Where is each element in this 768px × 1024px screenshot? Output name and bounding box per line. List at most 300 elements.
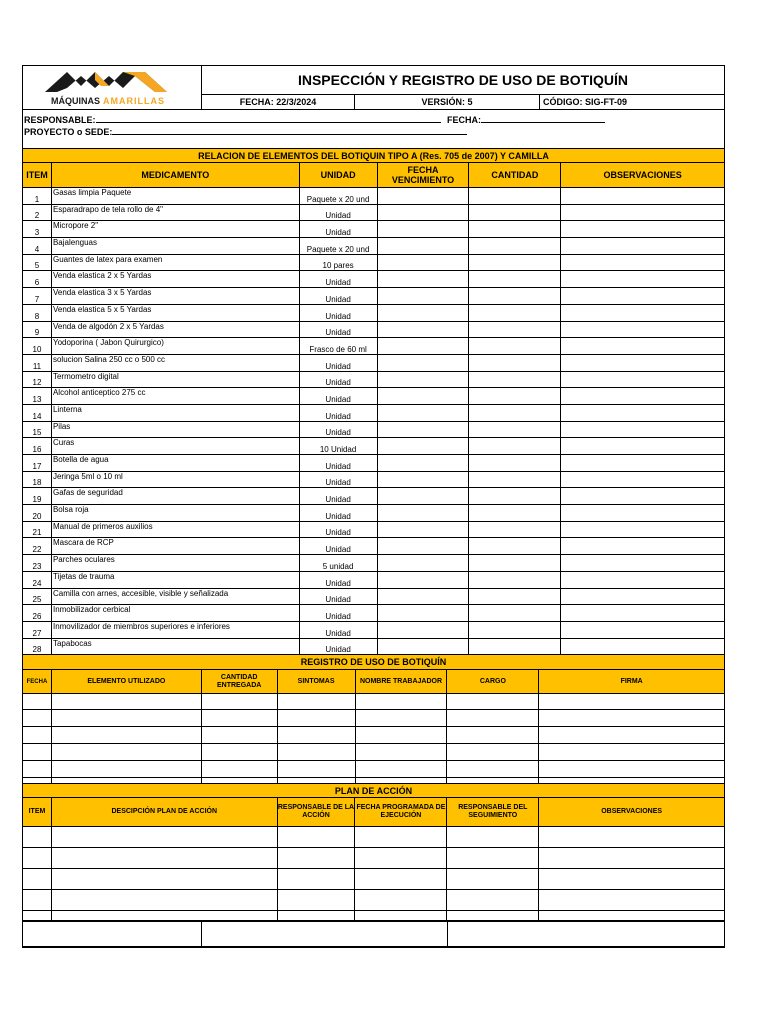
table-row bbox=[23, 538, 725, 555]
usage-header-row bbox=[23, 670, 725, 694]
cantidad-cell[interactable] bbox=[469, 638, 561, 655]
table-row bbox=[23, 505, 725, 522]
usage-cell[interactable] bbox=[447, 761, 539, 778]
table-row bbox=[23, 204, 725, 221]
medicamento-name: Inmovilizador de miembros superiores e inferiores bbox=[51, 621, 299, 638]
unidad-value: Paquete x 20 und bbox=[299, 238, 377, 255]
fecha-vencimiento-cell[interactable] bbox=[377, 221, 469, 238]
table-row bbox=[23, 404, 725, 421]
table-row bbox=[23, 521, 725, 538]
unidad-value: Unidad bbox=[299, 371, 377, 388]
action-row bbox=[23, 869, 725, 890]
medicamento-name: Mascara de RCP bbox=[51, 538, 299, 555]
cantidad-cell[interactable] bbox=[469, 488, 561, 505]
medicamento-name: Guantes de latex para examen bbox=[51, 254, 299, 271]
fecha-vencimiento-cell[interactable] bbox=[377, 488, 469, 505]
fecha-vencimiento-cell[interactable] bbox=[377, 605, 469, 622]
elements-table bbox=[22, 162, 725, 655]
observaciones-cell[interactable] bbox=[561, 321, 725, 338]
cantidad-cell[interactable] bbox=[469, 571, 561, 588]
action-cell[interactable] bbox=[447, 869, 539, 890]
usage-col-elemento: ELEMENTO UTILIZADO bbox=[51, 670, 201, 694]
medicamento-name: Pilas bbox=[51, 421, 299, 438]
observaciones-cell[interactable] bbox=[561, 505, 725, 522]
header-codigo: CÓDIGO: SIG-FT-09 bbox=[539, 94, 725, 110]
medicamento-name: Bolsa roja bbox=[51, 505, 299, 522]
usage-row bbox=[23, 710, 725, 727]
medicamento-name: Venda de algodón 2 x 5 Yardas bbox=[51, 321, 299, 338]
medicamento-name: Parches oculares bbox=[51, 555, 299, 572]
usage-cell[interactable] bbox=[539, 694, 725, 710]
action-cell[interactable] bbox=[355, 890, 447, 911]
unidad-value: Unidad bbox=[299, 455, 377, 472]
unidad-value: Unidad bbox=[299, 221, 377, 238]
medicamento-name: Gafas de seguridad bbox=[51, 488, 299, 505]
item-number: 2 bbox=[23, 204, 52, 221]
table-row bbox=[23, 471, 725, 488]
table-row bbox=[23, 488, 725, 505]
cantidad-cell[interactable] bbox=[469, 588, 561, 605]
form-title: INSPECCIÓN Y REGISTRO DE USO DE BOTIQUÍN bbox=[201, 65, 725, 95]
unidad-value: Unidad bbox=[299, 588, 377, 605]
unidad-value: Unidad bbox=[299, 571, 377, 588]
usage-col-trabajador: NOMBRE TRABAJADOR bbox=[355, 670, 447, 694]
usage-cell[interactable] bbox=[51, 761, 201, 778]
usage-cell[interactable] bbox=[447, 694, 539, 710]
item-number: 21 bbox=[23, 521, 52, 538]
medicamento-name: Inmobilizador cerbical bbox=[51, 605, 299, 622]
fecha-vencimiento-cell[interactable] bbox=[377, 321, 469, 338]
action-row bbox=[23, 848, 725, 869]
action-row bbox=[23, 890, 725, 911]
col-unidad: UNIDAD bbox=[299, 163, 377, 188]
usage-row bbox=[23, 694, 725, 710]
cantidad-cell[interactable] bbox=[469, 271, 561, 288]
signature-box-3[interactable] bbox=[447, 920, 725, 948]
action-col-observaciones: OBSERVACIONES bbox=[539, 798, 725, 827]
unidad-value: Unidad bbox=[299, 605, 377, 622]
usage-col-fecha: FECHA bbox=[23, 670, 52, 694]
item-number: 22 bbox=[23, 538, 52, 555]
action-cell[interactable] bbox=[539, 869, 725, 890]
table-row bbox=[23, 238, 725, 255]
action-cell[interactable] bbox=[447, 890, 539, 911]
observaciones-cell[interactable] bbox=[561, 271, 725, 288]
action-cell[interactable] bbox=[51, 827, 277, 848]
table-row bbox=[23, 571, 725, 588]
usage-col-cantidad: CANTIDAD ENTREGADA bbox=[201, 670, 277, 694]
fecha-vencimiento-cell[interactable] bbox=[377, 271, 469, 288]
cantidad-cell[interactable] bbox=[469, 304, 561, 321]
item-number: 25 bbox=[23, 588, 52, 605]
table-row bbox=[23, 421, 725, 438]
item-number: 13 bbox=[23, 388, 52, 405]
cantidad-cell[interactable] bbox=[469, 221, 561, 238]
usage-cell[interactable] bbox=[201, 744, 277, 761]
usage-cell[interactable] bbox=[355, 744, 447, 761]
usage-cell[interactable] bbox=[277, 694, 355, 710]
observaciones-cell[interactable] bbox=[561, 304, 725, 321]
cantidad-cell[interactable] bbox=[469, 438, 561, 455]
unidad-value: Unidad bbox=[299, 354, 377, 371]
fecha-vencimiento-cell[interactable] bbox=[377, 188, 469, 205]
action-cell[interactable] bbox=[23, 827, 52, 848]
table-row bbox=[23, 288, 725, 305]
usage-table bbox=[22, 669, 725, 784]
usage-cell[interactable] bbox=[447, 710, 539, 727]
action-cell[interactable] bbox=[539, 848, 725, 869]
usage-cell[interactable] bbox=[51, 694, 201, 710]
unidad-value: Paquete x 20 und bbox=[299, 188, 377, 205]
fecha-label: FECHA: bbox=[447, 115, 482, 125]
action-cell[interactable] bbox=[277, 869, 355, 890]
usage-col-sintomas: SINTOMAS bbox=[277, 670, 355, 694]
observaciones-cell[interactable] bbox=[561, 404, 725, 421]
unidad-value: Unidad bbox=[299, 404, 377, 421]
unidad-value: Unidad bbox=[299, 304, 377, 321]
action-col-descripcion: DESCIPCIÓN PLAN DE ACCIÓN bbox=[51, 798, 277, 827]
cantidad-cell[interactable] bbox=[469, 254, 561, 271]
observaciones-cell[interactable] bbox=[561, 188, 725, 205]
fecha-vencimiento-cell[interactable] bbox=[377, 638, 469, 655]
table-row bbox=[23, 605, 725, 622]
item-number: 18 bbox=[23, 471, 52, 488]
observaciones-cell[interactable] bbox=[561, 605, 725, 622]
usage-cell[interactable] bbox=[51, 727, 201, 744]
fecha-vencimiento-cell[interactable] bbox=[377, 505, 469, 522]
medicamento-name: Alcohol anticeptico 275 cc bbox=[51, 388, 299, 405]
unidad-value: Unidad bbox=[299, 288, 377, 305]
cantidad-cell[interactable] bbox=[469, 354, 561, 371]
observaciones-cell[interactable] bbox=[561, 571, 725, 588]
item-number: 5 bbox=[23, 254, 52, 271]
table-row bbox=[23, 455, 725, 472]
observaciones-cell[interactable] bbox=[561, 204, 725, 221]
table-row bbox=[23, 321, 725, 338]
action-cell[interactable] bbox=[539, 827, 725, 848]
unidad-value: 10 Unidad bbox=[299, 438, 377, 455]
fecha-vencimiento-cell[interactable] bbox=[377, 455, 469, 472]
action-plan-table bbox=[22, 797, 725, 922]
item-number: 1 bbox=[23, 188, 52, 205]
action-cell[interactable] bbox=[51, 869, 277, 890]
item-number: 7 bbox=[23, 288, 52, 305]
item-number: 11 bbox=[23, 354, 52, 371]
action-cell[interactable] bbox=[355, 827, 447, 848]
fecha-vencimiento-cell[interactable] bbox=[377, 571, 469, 588]
observaciones-cell[interactable] bbox=[561, 421, 725, 438]
cantidad-cell[interactable] bbox=[469, 238, 561, 255]
section2-title: REGISTRO DE USO DE BOTIQUÍN bbox=[22, 654, 725, 670]
item-number: 26 bbox=[23, 605, 52, 622]
table-row bbox=[23, 621, 725, 638]
proyecto-field[interactable] bbox=[112, 125, 467, 135]
action-cell[interactable] bbox=[51, 890, 277, 911]
usage-cell[interactable] bbox=[355, 761, 447, 778]
cantidad-cell[interactable] bbox=[469, 521, 561, 538]
observaciones-cell[interactable] bbox=[561, 221, 725, 238]
table-row bbox=[23, 221, 725, 238]
action-cell[interactable] bbox=[277, 848, 355, 869]
header-fecha: FECHA: 22/3/2024 bbox=[201, 94, 355, 110]
medicamento-name: Venda elastica 3 x 5 Yardas bbox=[51, 288, 299, 305]
unidad-value: Unidad bbox=[299, 271, 377, 288]
medicamento-name: Camilla con arnes, accesible, visible y señalizada bbox=[51, 588, 299, 605]
action-cell[interactable] bbox=[23, 890, 52, 911]
fecha-field[interactable] bbox=[481, 113, 605, 123]
unidad-value: 10 pares bbox=[299, 254, 377, 271]
unidad-value: Unidad bbox=[299, 421, 377, 438]
usage-cell[interactable] bbox=[277, 727, 355, 744]
cantidad-cell[interactable] bbox=[469, 338, 561, 355]
header-version: VERSIÓN: 5 bbox=[354, 94, 540, 110]
medicamento-name: solucion Salina 250 cc o 500 cc bbox=[51, 354, 299, 371]
usage-cell[interactable] bbox=[277, 761, 355, 778]
table-row bbox=[23, 304, 725, 321]
observaciones-cell[interactable] bbox=[561, 371, 725, 388]
col-fecha-vencimiento: FECHA VENCIMIENTO bbox=[377, 163, 469, 188]
col-cantidad: CANTIDAD bbox=[469, 163, 561, 188]
usage-cell[interactable] bbox=[355, 694, 447, 710]
item-number: 16 bbox=[23, 438, 52, 455]
medicamento-name: Bajalenguas bbox=[51, 238, 299, 255]
medicamento-name: Yodoporina ( Jabon Quirurgico) bbox=[51, 338, 299, 355]
signature-box-2[interactable] bbox=[201, 920, 448, 948]
action-cell[interactable] bbox=[277, 827, 355, 848]
unidad-value: 5 unidad bbox=[299, 555, 377, 572]
elements-header-row bbox=[23, 163, 725, 188]
usage-cell[interactable] bbox=[201, 761, 277, 778]
cantidad-cell[interactable] bbox=[469, 321, 561, 338]
usage-cell[interactable] bbox=[447, 727, 539, 744]
usage-cell[interactable] bbox=[539, 710, 725, 727]
observaciones-cell[interactable] bbox=[561, 588, 725, 605]
cantidad-cell[interactable] bbox=[469, 455, 561, 472]
observaciones-cell[interactable] bbox=[561, 488, 725, 505]
medicamento-name: Esparadrapo de tela rollo de 4" bbox=[51, 204, 299, 221]
action-col-fecha: FECHA PROGRAMADA DE EJECUCIÓN bbox=[355, 798, 447, 827]
action-cell[interactable] bbox=[355, 869, 447, 890]
unidad-value: Unidad bbox=[299, 471, 377, 488]
medicamento-name: Termometro digital bbox=[51, 371, 299, 388]
action-cell[interactable] bbox=[23, 869, 52, 890]
usage-row bbox=[23, 727, 725, 744]
observaciones-cell[interactable] bbox=[561, 521, 725, 538]
fecha-vencimiento-cell[interactable] bbox=[377, 371, 469, 388]
fecha-vencimiento-cell[interactable] bbox=[377, 288, 469, 305]
medicamento-name: Gasas limpia Paquete bbox=[51, 188, 299, 205]
fecha-vencimiento-cell[interactable] bbox=[377, 521, 469, 538]
action-cell[interactable] bbox=[51, 848, 277, 869]
usage-cell[interactable] bbox=[201, 694, 277, 710]
signature-box-1[interactable] bbox=[22, 920, 202, 948]
usage-cell[interactable] bbox=[23, 694, 52, 710]
item-number: 27 bbox=[23, 621, 52, 638]
observaciones-cell[interactable] bbox=[561, 621, 725, 638]
item-number: 9 bbox=[23, 321, 52, 338]
action-cell[interactable] bbox=[23, 848, 52, 869]
medicamento-name: Venda elastica 2 x 5 Yardas bbox=[51, 271, 299, 288]
action-col-responsable: RESPONSABLE DE LA ACCIÓN bbox=[277, 798, 355, 827]
usage-cell[interactable] bbox=[201, 710, 277, 727]
item-number: 3 bbox=[23, 221, 52, 238]
fecha-vencimiento-cell[interactable] bbox=[377, 555, 469, 572]
usage-cell[interactable] bbox=[447, 744, 539, 761]
item-number: 23 bbox=[23, 555, 52, 572]
cantidad-cell[interactable] bbox=[469, 471, 561, 488]
cantidad-cell[interactable] bbox=[469, 288, 561, 305]
medicamento-name: Manual de primeros auxilios bbox=[51, 521, 299, 538]
usage-cell[interactable] bbox=[355, 710, 447, 727]
fecha-vencimiento-cell[interactable] bbox=[377, 404, 469, 421]
fecha-vencimiento-cell[interactable] bbox=[377, 471, 469, 488]
medicamento-name: Botella de agua bbox=[51, 455, 299, 472]
fecha-vencimiento-cell[interactable] bbox=[377, 621, 469, 638]
cantidad-cell[interactable] bbox=[469, 188, 561, 205]
item-number: 12 bbox=[23, 371, 52, 388]
fecha-vencimiento-cell[interactable] bbox=[377, 354, 469, 371]
fecha-vencimiento-cell[interactable] bbox=[377, 438, 469, 455]
cantidad-cell[interactable] bbox=[469, 605, 561, 622]
col-item: ITEM bbox=[23, 163, 52, 188]
fecha-vencimiento-cell[interactable] bbox=[377, 588, 469, 605]
unidad-value: Unidad bbox=[299, 538, 377, 555]
observaciones-cell[interactable] bbox=[561, 354, 725, 371]
section3-title: PLAN DE ACCIÓN bbox=[22, 783, 725, 798]
fecha-vencimiento-cell[interactable] bbox=[377, 421, 469, 438]
usage-cell[interactable] bbox=[277, 710, 355, 727]
observaciones-cell[interactable] bbox=[561, 638, 725, 655]
usage-cell[interactable] bbox=[539, 727, 725, 744]
cantidad-cell[interactable] bbox=[469, 555, 561, 572]
fecha-vencimiento-cell[interactable] bbox=[377, 304, 469, 321]
cantidad-cell[interactable] bbox=[469, 204, 561, 221]
medicamento-name: Linterna bbox=[51, 404, 299, 421]
usage-cell[interactable] bbox=[23, 761, 52, 778]
medicamento-name: Tijetas de trauma bbox=[51, 571, 299, 588]
usage-cell[interactable] bbox=[355, 727, 447, 744]
usage-row bbox=[23, 761, 725, 778]
usage-cell[interactable] bbox=[51, 710, 201, 727]
responsable-field[interactable] bbox=[96, 113, 441, 123]
usage-cell[interactable] bbox=[23, 744, 52, 761]
cantidad-cell[interactable] bbox=[469, 371, 561, 388]
table-row bbox=[23, 588, 725, 605]
responsable-label: RESPONSABLE: bbox=[24, 115, 96, 125]
observaciones-cell[interactable] bbox=[561, 555, 725, 572]
col-observaciones: OBSERVACIONES bbox=[561, 163, 725, 188]
cantidad-cell[interactable] bbox=[469, 505, 561, 522]
svg-text:AMARILLAS: AMARILLAS bbox=[103, 96, 165, 106]
usage-cell[interactable] bbox=[201, 727, 277, 744]
medicamento-name: Micropore 2" bbox=[51, 221, 299, 238]
cantidad-cell[interactable] bbox=[469, 421, 561, 438]
action-row bbox=[23, 827, 725, 848]
item-number: 10 bbox=[23, 338, 52, 355]
observaciones-cell[interactable] bbox=[561, 238, 725, 255]
usage-row bbox=[23, 744, 725, 761]
observaciones-cell[interactable] bbox=[561, 455, 725, 472]
unidad-value: Unidad bbox=[299, 638, 377, 655]
cantidad-cell[interactable] bbox=[469, 388, 561, 405]
observaciones-cell[interactable] bbox=[561, 538, 725, 555]
col-medicamento: MEDICAMENTO bbox=[51, 163, 299, 188]
usage-cell[interactable] bbox=[51, 744, 201, 761]
table-row bbox=[23, 438, 725, 455]
fecha-vencimiento-cell[interactable] bbox=[377, 388, 469, 405]
item-number: 24 bbox=[23, 571, 52, 588]
fecha-vencimiento-cell[interactable] bbox=[377, 204, 469, 221]
action-cell[interactable] bbox=[355, 848, 447, 869]
cantidad-cell[interactable] bbox=[469, 538, 561, 555]
item-number: 28 bbox=[23, 638, 52, 655]
medicamento-name: Curas bbox=[51, 438, 299, 455]
medicamento-name: Jeringa 5ml o 10 ml bbox=[51, 471, 299, 488]
table-row bbox=[23, 188, 725, 205]
observaciones-cell[interactable] bbox=[561, 288, 725, 305]
table-row bbox=[23, 338, 725, 355]
usage-cell[interactable] bbox=[539, 744, 725, 761]
action-cell[interactable] bbox=[447, 848, 539, 869]
fecha-vencimiento-cell[interactable] bbox=[377, 238, 469, 255]
observaciones-cell[interactable] bbox=[561, 338, 725, 355]
table-row bbox=[23, 271, 725, 288]
proyecto-row bbox=[24, 125, 724, 139]
item-number: 19 bbox=[23, 488, 52, 505]
item-number: 15 bbox=[23, 421, 52, 438]
observaciones-cell[interactable] bbox=[561, 254, 725, 271]
observaciones-cell[interactable] bbox=[561, 471, 725, 488]
action-header-row bbox=[23, 798, 725, 827]
company-logo-icon bbox=[23, 66, 201, 110]
usage-cell[interactable] bbox=[539, 761, 725, 778]
item-number: 4 bbox=[23, 238, 52, 255]
usage-cell[interactable] bbox=[277, 744, 355, 761]
medicamento-name: Tapabocas bbox=[51, 638, 299, 655]
logo-box bbox=[22, 65, 202, 110]
item-number: 20 bbox=[23, 505, 52, 522]
fecha-vencimiento-cell[interactable] bbox=[377, 538, 469, 555]
table-row bbox=[23, 354, 725, 371]
observaciones-cell[interactable] bbox=[561, 388, 725, 405]
action-cell[interactable] bbox=[277, 890, 355, 911]
proyecto-label: PROYECTO o SEDE: bbox=[24, 127, 113, 137]
table-row bbox=[23, 371, 725, 388]
cantidad-cell[interactable] bbox=[469, 404, 561, 421]
item-number: 14 bbox=[23, 404, 52, 421]
table-row bbox=[23, 638, 725, 655]
cantidad-cell[interactable] bbox=[469, 621, 561, 638]
unidad-value: Frasco de 60 ml bbox=[299, 338, 377, 355]
table-row bbox=[23, 388, 725, 405]
fecha-vencimiento-cell[interactable] bbox=[377, 338, 469, 355]
action-cell[interactable] bbox=[539, 890, 725, 911]
action-col-item: ITEM bbox=[23, 798, 52, 827]
observaciones-cell[interactable] bbox=[561, 438, 725, 455]
table-row bbox=[23, 555, 725, 572]
fecha-vencimiento-cell[interactable] bbox=[377, 254, 469, 271]
unidad-value: Unidad bbox=[299, 521, 377, 538]
usage-cell[interactable] bbox=[23, 727, 52, 744]
medicamento-name: Venda elastica 5 x 5 Yardas bbox=[51, 304, 299, 321]
action-cell[interactable] bbox=[447, 827, 539, 848]
usage-cell[interactable] bbox=[23, 710, 52, 727]
unidad-value: Unidad bbox=[299, 388, 377, 405]
unidad-value: Unidad bbox=[299, 505, 377, 522]
usage-col-firma: FIRMA bbox=[539, 670, 725, 694]
svg-text:MÁQUINAS: MÁQUINAS bbox=[51, 96, 100, 106]
item-number: 6 bbox=[23, 271, 52, 288]
